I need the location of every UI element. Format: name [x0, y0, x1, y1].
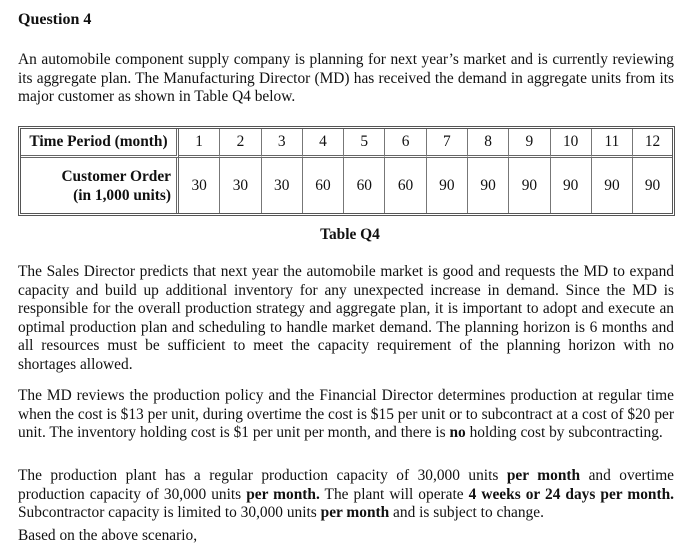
capacity-emphasis: per month	[506, 467, 581, 484]
intro-paragraph: An automobile component supply company is planning for next year’s market and is currently reviewing its aggregate plan. The Manufacturing Director (MD) has received the demand in aggregate units from its major customer as shown in Table Q4 below.	[18, 51, 674, 106]
time-period-header: Time Period (month)	[21, 129, 179, 158]
customer-order-header-line1: Customer Order	[61, 167, 171, 185]
period-cell: 3	[262, 129, 303, 158]
question-title: Question 4	[18, 11, 92, 28]
period-cell: 12	[633, 129, 672, 158]
order-cell: 90	[551, 158, 592, 213]
time-period-row	[21, 129, 672, 158]
order-cell: 30	[179, 158, 220, 213]
capacity-paragraph	[18, 467, 674, 523]
order-cell: 90	[592, 158, 633, 213]
capacity-text: The plant will operate	[319, 485, 469, 503]
capacity-text: Subcontractor capacity is limited to 30,000 units	[18, 504, 321, 522]
period-cell: 2	[220, 129, 261, 158]
capacity-emphasis: per month.	[246, 485, 320, 503]
order-cell: 60	[385, 158, 426, 213]
period-cell: 6	[385, 129, 426, 158]
capacity-emphasis: per month	[320, 504, 390, 522]
capacity-emphasis: 4 weeks or 24 days per month.	[468, 485, 674, 503]
period-cell: 10	[551, 129, 592, 158]
period-cell: 8	[468, 129, 509, 158]
order-cell: 90	[427, 158, 468, 213]
period-cell: 9	[509, 129, 550, 158]
capacity-text: and is subject to change.	[389, 504, 544, 522]
period-cell: 7	[427, 129, 468, 158]
order-cell: 90	[468, 158, 509, 213]
costs-text: holding cost by subcontracting.	[465, 424, 663, 442]
costs-emphasis: no	[449, 424, 466, 442]
period-cell: 4	[303, 129, 344, 158]
order-cell: 60	[303, 158, 344, 213]
closing-line: Based on the above scenario,	[18, 527, 198, 544]
costs-paragraph	[18, 387, 674, 443]
order-cell: 60	[344, 158, 385, 213]
table-caption: Table Q4	[320, 226, 380, 243]
order-cell: 90	[509, 158, 550, 213]
period-cell: 11	[592, 129, 633, 158]
customer-order-header-line2: (in 1,000 units)	[73, 186, 171, 204]
order-cell: 90	[644, 176, 661, 194]
order-cell: 30	[220, 158, 261, 213]
order-cell: 30	[262, 158, 303, 213]
period-cell: 5	[344, 129, 385, 158]
customer-order-table	[18, 126, 675, 216]
period-cell: 1	[179, 129, 220, 158]
customer-order-row	[21, 158, 672, 213]
costs-text: The MD reviews the production policy and the Financial Director determines production at regular time when the cost is $13 per unit, during overtime the cost is $15 per unit or to subcontract at a cost of $20 per unit. The inventory holding cost is $1 per unit per month, and there is	[18, 387, 674, 442]
customer-order-header	[21, 158, 179, 213]
capacity-text: The production plant has a regular production capacity of 30,000 units	[18, 467, 507, 484]
sales-director-paragraph: The Sales Director predicts that next year the automobile market is good and requests the MD to expand capacity and build up additional inventory for any unexpected increase in demand. Since the MD is responsible for the overall production strategy and aggregate plan, it is important to adopt and execute an optimal production plan and scheduling to handle market demand. The planning horizon is 6 months and all resources must be sufficient to meet the capacity requirement of the planning horizon with no shortages allowed.	[18, 263, 674, 373]
capacity-text: and overtime production capacity of 30,000 units	[18, 467, 675, 503]
